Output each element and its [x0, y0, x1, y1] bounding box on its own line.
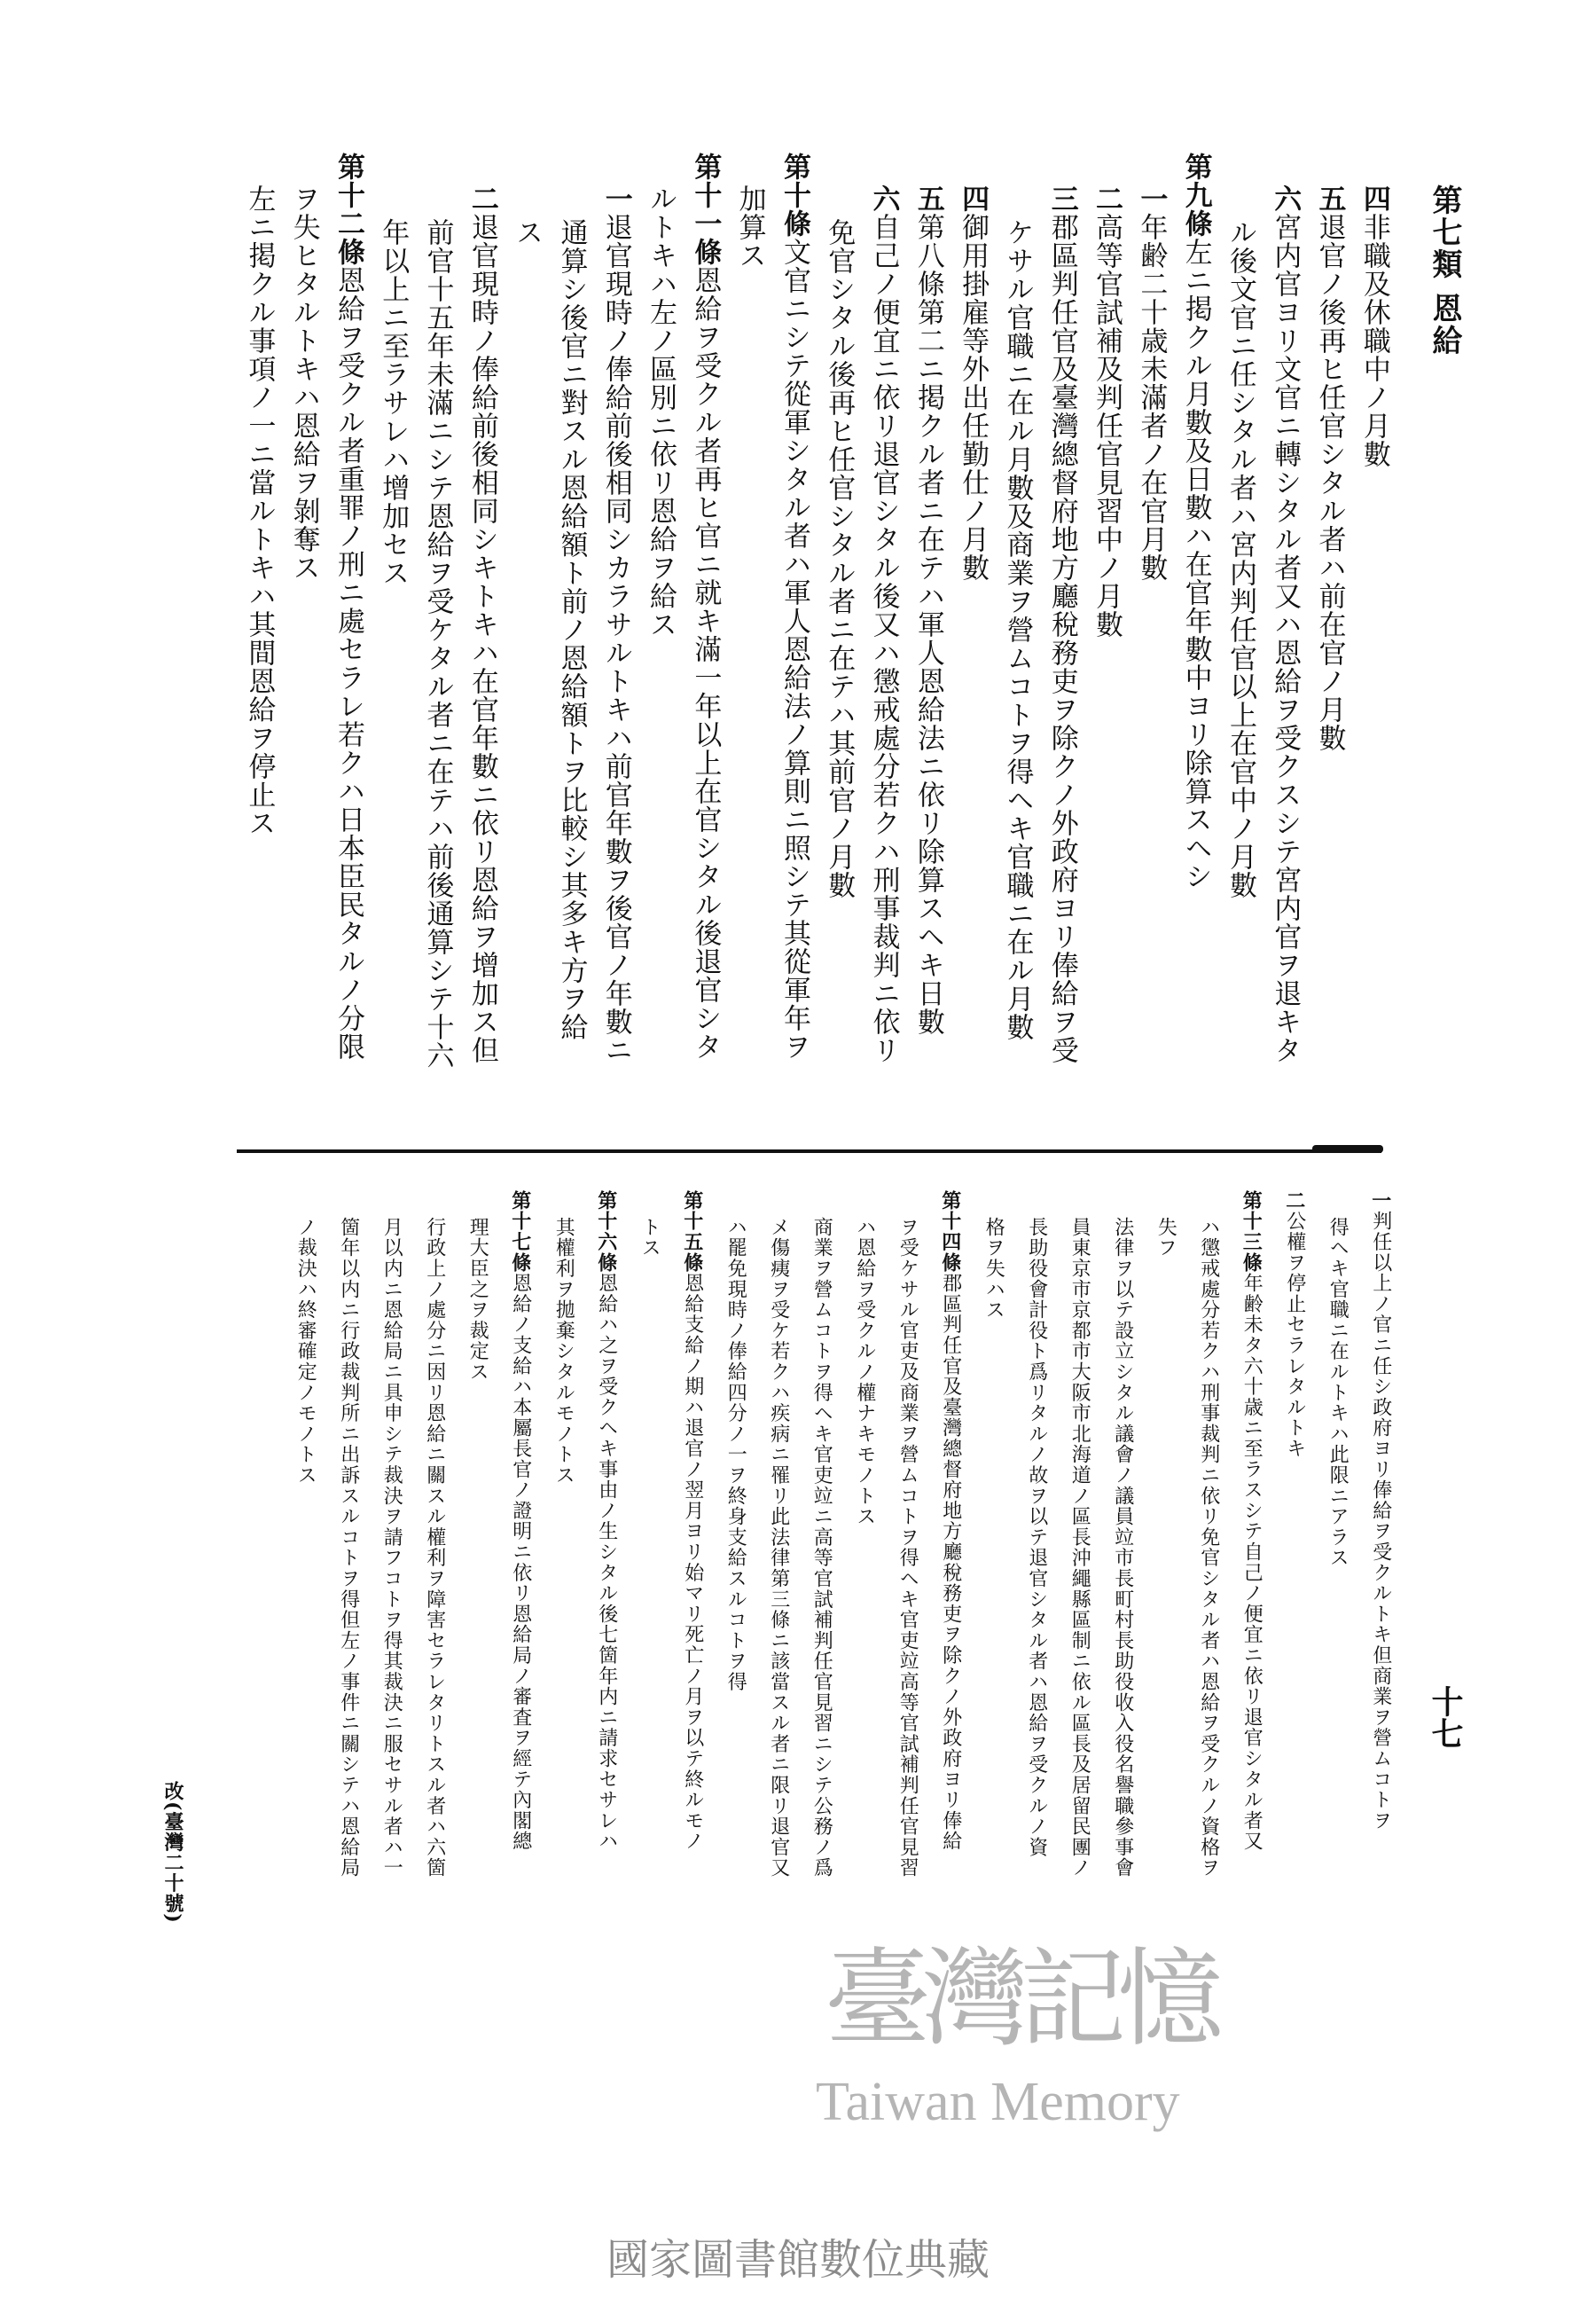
text-column — [413, 1217, 456, 1879]
text-column — [929, 1190, 972, 1852]
column-text: 通算シ後官ニ對スル恩給額ト前ノ恩給額トヲ比較シ其多キ方ヲ給 — [555, 218, 588, 1041]
item-number: 二 — [466, 184, 498, 213]
column-text: 左ニ掲クル月數及日數ハ在官年數中ヨリ除算スヘシ — [1179, 238, 1212, 890]
article-heading: 第十條 — [778, 153, 810, 238]
text-column — [456, 1217, 498, 1382]
text-column — [671, 1190, 714, 1852]
column-text: 恩給ノ支給ハ本屬長官ノ證明ニ依リ恩給局ノ審査ヲ經テ內閣總 — [509, 1273, 532, 1852]
text-column — [683, 153, 727, 1061]
text-column — [972, 1217, 1014, 1321]
text-column — [817, 218, 861, 899]
text-column — [1129, 184, 1173, 582]
column-text: 文官ニシテ從軍シタル者ハ軍人恩給法ノ算則ニ照シテ其從軍年ヲ — [778, 238, 810, 1061]
column-text: メ傷痍ヲ受ケ若クハ疾病ニ罹リ此法律第三條ニ該當スル者ニ限リ退官又 — [767, 1217, 790, 1879]
column-text: ハ罷免現時ノ俸給四分ノ一ヲ終身支給スルコトヲ得 — [724, 1217, 747, 1692]
text-column — [327, 1217, 370, 1879]
text-column — [843, 1217, 886, 1527]
text-column — [995, 218, 1039, 1041]
item-number: 一 — [1368, 1190, 1392, 1212]
column-text: 退官現時ノ俸給前後相同シキトキハ在官年數ニ依リ恩給ヲ增加ス但 — [466, 213, 498, 1064]
column-text: 高等官試補及判任官見習中ノ月數 — [1091, 213, 1123, 639]
column-text: 免官シタル後再ヒ任官シタル者ニ在テハ其前官ノ月數 — [823, 218, 856, 899]
column-text: ハ懲戒處分若クハ刑事裁判ニ依リ免官シタル者ハ恩給ヲ受クルノ資格ヲ — [1197, 1217, 1220, 1879]
column-text: ス — [511, 218, 544, 247]
text-column — [1263, 184, 1307, 1064]
item-number: 五 — [911, 184, 944, 213]
text-column — [728, 184, 772, 270]
item-number: 六 — [867, 184, 900, 213]
column-text: 員東京市京都市大阪市北海道ノ區長沖繩縣區制ニ依ル區長及居留民團ノ — [1068, 1217, 1091, 1879]
column-text: 恩給ハ之ヲ受クヘキ事由ノ生シタル後七箇年内ニ請求セサレハ — [595, 1273, 618, 1852]
column-text: 失フ — [1154, 1217, 1177, 1259]
item-number: 六 — [1269, 184, 1302, 213]
text-column — [499, 1190, 542, 1852]
column-text: 退官ノ後再ヒ任官シタル者ハ前在官ノ月數 — [1313, 213, 1346, 752]
item-number: 三 — [1045, 184, 1078, 213]
column-text: 郡區判任官及臺灣總督府地方廳稅務吏ヲ除クノ外政府ヨリ俸給 — [939, 1273, 962, 1852]
column-text: 非職及休職中ノ月數 — [1357, 213, 1390, 468]
article-heading: 第十三條 — [1240, 1190, 1264, 1274]
page-header-title: 第七類 恩給 — [1427, 184, 1462, 357]
text-column — [460, 184, 505, 1064]
column-text: 第八條第二ニ掲クル者ニ在テハ軍人恩給法ニ依リ除算スヘキ日數 — [911, 213, 944, 1036]
text-column — [638, 184, 683, 639]
column-text: 年齢二十歳未滿者ノ在官月數 — [1135, 213, 1168, 582]
text-column — [1359, 1190, 1402, 1831]
column-text: 判任以上ノ官ニ任シ政府ヨリ俸給ヲ受クルトキ但商業ヲ營ムコトヲ — [1369, 1211, 1392, 1831]
text-column — [1084, 184, 1129, 639]
text-column — [772, 153, 817, 1061]
text-column — [800, 1217, 842, 1879]
text-column — [284, 1217, 326, 1486]
text-column — [542, 1217, 584, 1486]
column-text: ルトキハ左ノ區別ニ依リ恩給ヲ給ス — [645, 184, 677, 639]
text-column — [371, 218, 415, 587]
column-text: 箇年以内ニ行政裁判所ニ出訴スルコトヲ得但左ノ事件ニ關シテハ恩給局 — [337, 1217, 360, 1879]
text-column — [862, 184, 906, 1064]
item-number: 二 — [1091, 184, 1123, 213]
column-text: 前官十五年未滿ニシテ恩給ヲ受ケタル者ニ在テハ前後通算シテ十六 — [421, 218, 454, 1070]
text-column — [594, 184, 638, 1064]
column-text: 長助役會計役ト爲リタルノ故ヲ以テ退官シタル者ハ恩給ヲ受クルノ資 — [1025, 1217, 1048, 1858]
column-text: 宮内官ヨリ文官ニ轉シタル者又ハ恩給ヲ受クスシテ宮内官ヲ退キタ — [1269, 213, 1302, 1064]
column-text: 退官現時ノ俸給前後相同シカラサルトキハ前官年數ヲ後官ノ年數ニ — [599, 213, 632, 1064]
item-number: 一 — [599, 184, 632, 213]
text-column — [1308, 184, 1352, 752]
text-column — [1352, 184, 1396, 468]
item-number: 二 — [1282, 1190, 1306, 1212]
section-divider — [237, 1149, 1381, 1153]
column-text: トス — [638, 1217, 661, 1259]
text-column — [326, 153, 371, 1061]
column-text: 左ニ掲クル事項ノ一ニ當ルトキハ其間恩給ヲ停止ス — [243, 184, 276, 837]
watermark-logo-sub: Taiwan Memory — [816, 2072, 1180, 2132]
page-number: 十七 — [1427, 1685, 1464, 1749]
text-column — [1187, 1217, 1230, 1879]
column-text: 郡區判任官及臺灣總督府地方廳稅務吏ヲ除クノ外政府ヨリ俸給ヲ受 — [1045, 213, 1078, 1064]
item-number: 四 — [957, 184, 990, 213]
column-text: 公權ヲ停止セラレタルトキ — [1283, 1211, 1306, 1459]
column-text: 御用掛雇等外出任勤仕ノ月數 — [957, 213, 990, 582]
text-column — [549, 218, 593, 1041]
text-column — [1040, 184, 1084, 1064]
article-heading: 第十四條 — [938, 1190, 962, 1274]
column-text: 年齢未タ六十歳ニ至ラスシテ自己ノ便宜ニ依リ退官シタル者又 — [1240, 1273, 1264, 1852]
text-column — [714, 1217, 756, 1692]
text-column — [1230, 1190, 1272, 1852]
column-text: 恩給支給ノ期ハ退官ノ翌月ヨリ始マリ死亡ノ月ヲ以テ終ルモノ — [681, 1273, 704, 1852]
column-text: ケサル官職ニ在ル月數及商業ヲ營ムコトヲ得ヘキ官職ニ在ル月數 — [1001, 218, 1034, 1041]
text-column — [906, 184, 951, 1036]
text-column — [237, 184, 281, 837]
column-text: ル後文官ニ任シタル者ハ宮内判任官以上在官中ノ月數 — [1224, 218, 1256, 899]
column-text: ヲ受ケサル官吏及商業ヲ營ムコトヲ得ヘキ官吏竝高等官試補判任官見習 — [896, 1217, 919, 1879]
column-text: 行政上ノ處分ニ因リ恩給ニ關スル權利ヲ障害セラレタリトスル者ハ六箇 — [423, 1217, 446, 1879]
text-column — [1174, 153, 1218, 890]
item-number: 一 — [1135, 184, 1168, 213]
text-column — [1058, 1217, 1100, 1879]
column-text: 得ヘキ官職ニ在ルトキハ此限ニアラス — [1326, 1217, 1350, 1569]
text-column — [416, 218, 460, 1070]
text-column — [282, 184, 326, 582]
column-text: ヲ失ヒタルトキハ恩給ヲ剝奪ス — [287, 184, 320, 582]
column-text: 法律ヲ以テ設立シタル議會ノ議員竝市長町村長助役收入役名譽職參事會 — [1111, 1217, 1134, 1879]
column-text: ノ裁決ハ終審確定ノモノトス — [294, 1217, 317, 1486]
text-column — [1144, 1217, 1186, 1259]
article-heading: 第十二條 — [332, 153, 364, 266]
column-text: 月以内ニ恩給局ニ具申シテ裁決ヲ請フコトヲ得其裁決ニ服セサル者ハ一 — [380, 1217, 403, 1879]
divider-end-mark — [1312, 1145, 1383, 1153]
item-number: 四 — [1357, 184, 1390, 213]
article-heading: 第十五條 — [680, 1190, 704, 1274]
text-column — [757, 1217, 800, 1879]
library-credit: 國家圖書館數位典藏 — [606, 2235, 990, 2285]
column-text: 恩給ヲ受クル者重罪ノ刑ニ處セラレ若クハ日本臣民タルノ分限 — [332, 266, 364, 1061]
text-column — [585, 1190, 628, 1852]
article-heading: 第九條 — [1179, 153, 1212, 238]
text-column — [1218, 218, 1263, 899]
article-heading: 第十六條 — [594, 1190, 618, 1274]
column-text: ハ恩給ヲ受クルノ權ナキモノトス — [853, 1217, 876, 1527]
text-column — [370, 1217, 412, 1879]
text-column — [1273, 1190, 1316, 1459]
text-column — [628, 1217, 670, 1259]
text-column — [1101, 1217, 1144, 1879]
text-column — [1316, 1217, 1358, 1568]
item-number: 五 — [1313, 184, 1346, 213]
column-text: 格ヲ失ハス — [982, 1217, 1005, 1321]
text-column — [1015, 1217, 1058, 1857]
text-column — [886, 1217, 928, 1879]
column-text: 自己ノ便宜ニ依リ退官シタル後又ハ懲戒處分若クハ刑事裁判ニ依リ — [867, 213, 900, 1064]
text-column — [505, 218, 549, 247]
column-text: 商業ヲ營ムコトヲ得ヘキ官吏竝ニ高等官試補判任官見習ニシテ公務ノ爲 — [810, 1217, 833, 1879]
watermark-logo: 臺灣記憶 — [825, 1938, 1215, 2061]
footer-note: 改(臺灣二十號) — [161, 1781, 184, 1924]
column-text: 恩給ヲ受クル者再ヒ官ニ就キ滿一年以上在官シタル後退官シタ — [689, 266, 722, 1061]
column-text: 其權利ヲ拋棄シタルモノトス — [552, 1217, 575, 1486]
column-text: 理大臣之ヲ裁定ス — [466, 1217, 489, 1383]
article-heading: 第十七條 — [508, 1190, 532, 1274]
column-text: 年以上ニ至ラサレハ增加セス — [377, 218, 410, 587]
article-heading: 第十一條 — [689, 153, 722, 266]
text-column — [951, 184, 995, 582]
column-text: 加算ス — [733, 184, 766, 270]
